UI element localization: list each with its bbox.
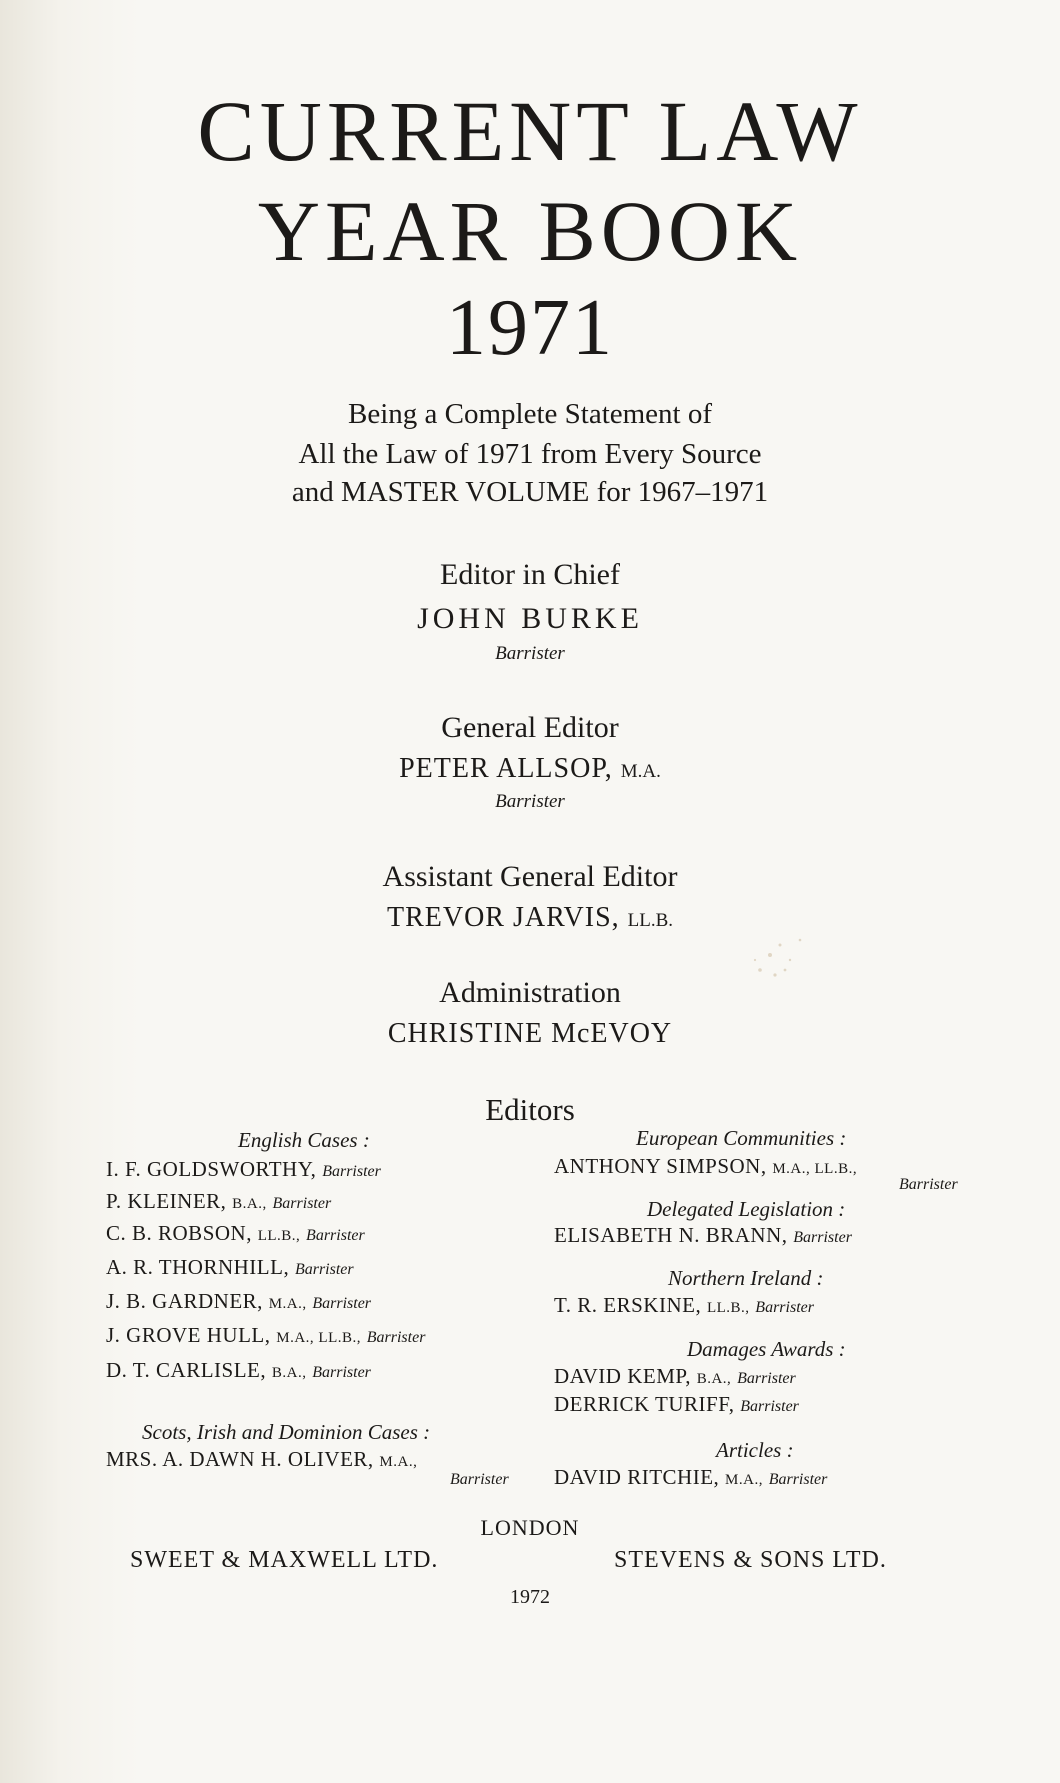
assistant-editor-line <box>0 904 1060 932</box>
european-label: European Communities : <box>636 1126 847 1150</box>
publisher-right: STEVENS & SONS LTD. <box>614 1547 887 1573</box>
editor-in-chief-role: Editor in Chief <box>440 558 620 591</box>
scots-cases-label: Scots, Irish and Dominion Cases : <box>142 1420 431 1444</box>
publication-year: 1972 <box>510 1586 550 1608</box>
european-editor-title: Barrister <box>899 1176 958 1193</box>
delegated-editor: ELISABETH N. BRANN, Barrister <box>554 1223 852 1247</box>
english-editor-3: C. B. ROBSON, LL.B., Barrister <box>106 1221 365 1245</box>
english-editor-7: D. T. CARLISLE, B.A., Barrister <box>106 1358 371 1382</box>
articles-editor: DAVID RITCHIE, M.A., Barrister <box>554 1465 828 1489</box>
english-editor-1: I. F. GOLDSWORTHY, Barrister <box>106 1157 381 1181</box>
scots-editor: MRS. A. DAWN H. OLIVER, M.A., <box>106 1447 418 1471</box>
delegated-label: Delegated Legislation : <box>647 1197 846 1221</box>
general-editor-title: Barrister <box>495 791 565 812</box>
articles-label: Articles : <box>716 1438 794 1462</box>
english-editor-2: P. KLEINER, B.A., Barrister <box>106 1189 332 1213</box>
english-cases-label: English Cases : <box>238 1128 370 1152</box>
general-editor-name: PETER ALLSOP, <box>399 753 613 784</box>
editor-in-chief-title: Barrister <box>495 643 565 664</box>
northern-ireland-editor: T. R. ERSKINE, LL.B., Barrister <box>554 1293 814 1317</box>
editor-in-chief-name: JOHN BURKE <box>417 602 643 635</box>
general-editor-qual: M.A. <box>620 761 661 782</box>
foxing-stain-icon <box>730 915 830 1005</box>
european-editor: ANTHONY SIMPSON, M.A., LL.B., <box>554 1154 858 1178</box>
damages-editor-2: DERRICK TURIFF, Barrister <box>554 1392 799 1416</box>
title-line-1: CURRENT LAW <box>197 83 863 179</box>
editors-heading: Editors <box>485 1092 575 1127</box>
scots-editor-title: Barrister <box>450 1471 509 1488</box>
damages-editor-1: DAVID KEMP, B.A., Barrister <box>554 1364 796 1388</box>
general-editor-line <box>0 755 1060 783</box>
english-editor-5: J. B. GARDNER, M.A., Barrister <box>106 1289 372 1313</box>
publisher-city: LONDON <box>480 1515 580 1540</box>
general-editor-role: General Editor <box>441 711 619 744</box>
english-editor-4: A. R. THORNHILL, Barrister <box>106 1255 354 1279</box>
assistant-editor-qual: LL.B. <box>627 910 674 931</box>
administration-role: Administration <box>439 976 621 1009</box>
publisher-left: SWEET & MAXWELL LTD. <box>130 1547 439 1573</box>
northern-ireland-label: Northern Ireland : <box>668 1266 824 1290</box>
subtitle-line-1: Being a Complete Statement of <box>347 398 713 430</box>
administration-name: CHRISTINE McEVOY <box>387 1018 673 1049</box>
damages-label: Damages Awards : <box>687 1337 846 1361</box>
english-editor-6: J. GROVE HULL, M.A., LL.B., Barrister <box>106 1323 426 1347</box>
assistant-editor-role: Assistant General Editor <box>382 860 678 893</box>
subtitle-line-3: and MASTER VOLUME for 1967–1971 <box>291 476 769 508</box>
title-year: 1971 <box>446 284 614 372</box>
subtitle-line-2: All the Law of 1971 from Every Source <box>298 438 762 470</box>
assistant-editor-name: TREVOR JARVIS, <box>386 902 620 933</box>
title-line-2: YEAR BOOK <box>257 183 803 279</box>
